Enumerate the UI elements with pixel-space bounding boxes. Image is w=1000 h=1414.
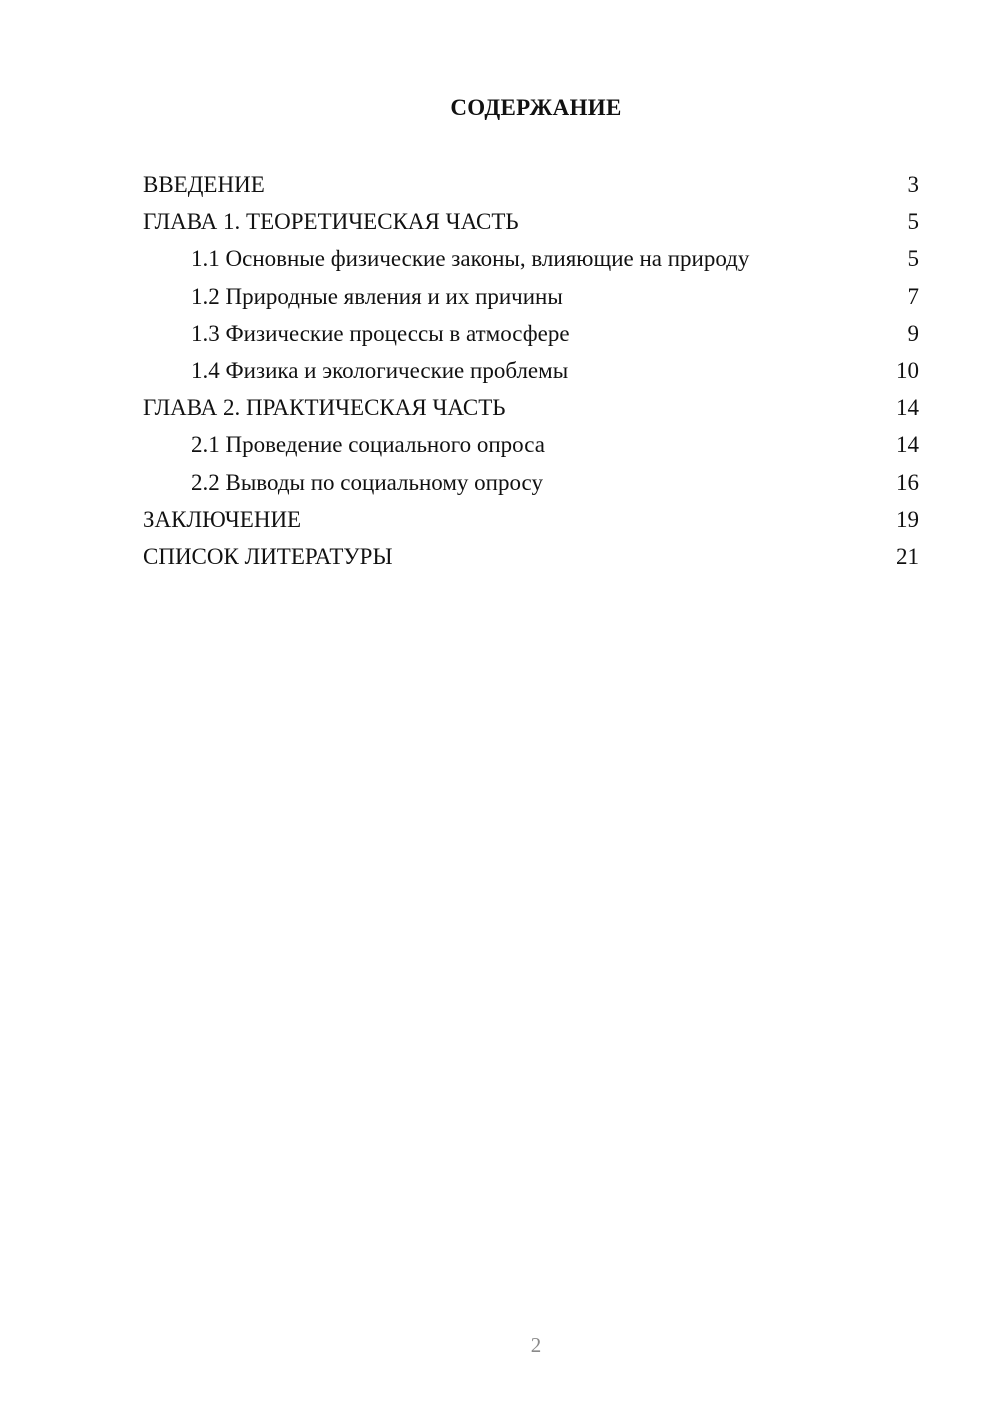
toc-entry-label: ЗАКЛЮЧЕНИЕ — [143, 506, 302, 532]
toc-entry-label: 2.2 Выводы по социальному опросу — [191, 469, 543, 495]
toc-entry-page: 16 — [896, 469, 919, 495]
toc-entry-page: 5 — [907, 209, 919, 235]
toc-entry-chapter-1[interactable] — [143, 203, 919, 240]
table-of-contents — [143, 166, 919, 575]
toc-entry-label: СПИСОК ЛИТЕРАТУРЫ — [143, 543, 393, 569]
toc-entry-page: 14 — [896, 432, 919, 458]
toc-entry-section-2-1[interactable] — [143, 426, 919, 463]
toc-entry-page: 10 — [896, 357, 919, 383]
toc-entry-label: 1.4 Физика и экологические проблемы — [191, 357, 569, 383]
toc-entry-label: 1.3 Физические процессы в атмосфере — [191, 320, 570, 346]
toc-entry-section-1-1[interactable] — [143, 240, 919, 277]
toc-entry-label: 1.2 Природные явления и их причины — [191, 283, 563, 309]
toc-entry-references[interactable] — [143, 538, 919, 575]
toc-entry-conclusion[interactable] — [143, 501, 919, 538]
toc-entry-section-1-3[interactable] — [143, 315, 919, 352]
toc-entry-page: 3 — [907, 172, 919, 197]
page-number: 2 — [530, 1333, 542, 1357]
toc-entry-page: 9 — [907, 320, 919, 346]
toc-entry-chapter-2[interactable] — [143, 389, 919, 426]
toc-entry-label: ВВЕДЕНИЕ — [143, 172, 265, 197]
toc-entry-page: 19 — [896, 506, 919, 532]
toc-entry-section-1-4[interactable] — [143, 352, 919, 389]
toc-entry-page: 5 — [907, 246, 919, 272]
toc-entry-label: 2.1 Проведение социального опроса — [191, 432, 545, 458]
toc-entry-section-2-2[interactable] — [143, 464, 919, 501]
toc-entry-label: 1.1 Основные физические законы, влияющие на природу — [191, 246, 750, 272]
toc-entry-page: 21 — [896, 543, 919, 569]
toc-entry-page: 7 — [907, 283, 919, 309]
toc-entry-label: ГЛАВА 2. ПРАКТИЧЕСКАЯ ЧАСТЬ — [143, 395, 506, 421]
toc-entry-label: ГЛАВА 1. ТЕОРЕТИЧЕСКАЯ ЧАСТЬ — [143, 209, 519, 235]
toc-entry-introduction[interactable] — [143, 166, 919, 203]
toc-entry-page: 14 — [896, 395, 919, 421]
page-title: СОДЕРЖАНИЕ — [450, 95, 622, 120]
toc-entry-section-1-2[interactable] — [143, 278, 919, 315]
